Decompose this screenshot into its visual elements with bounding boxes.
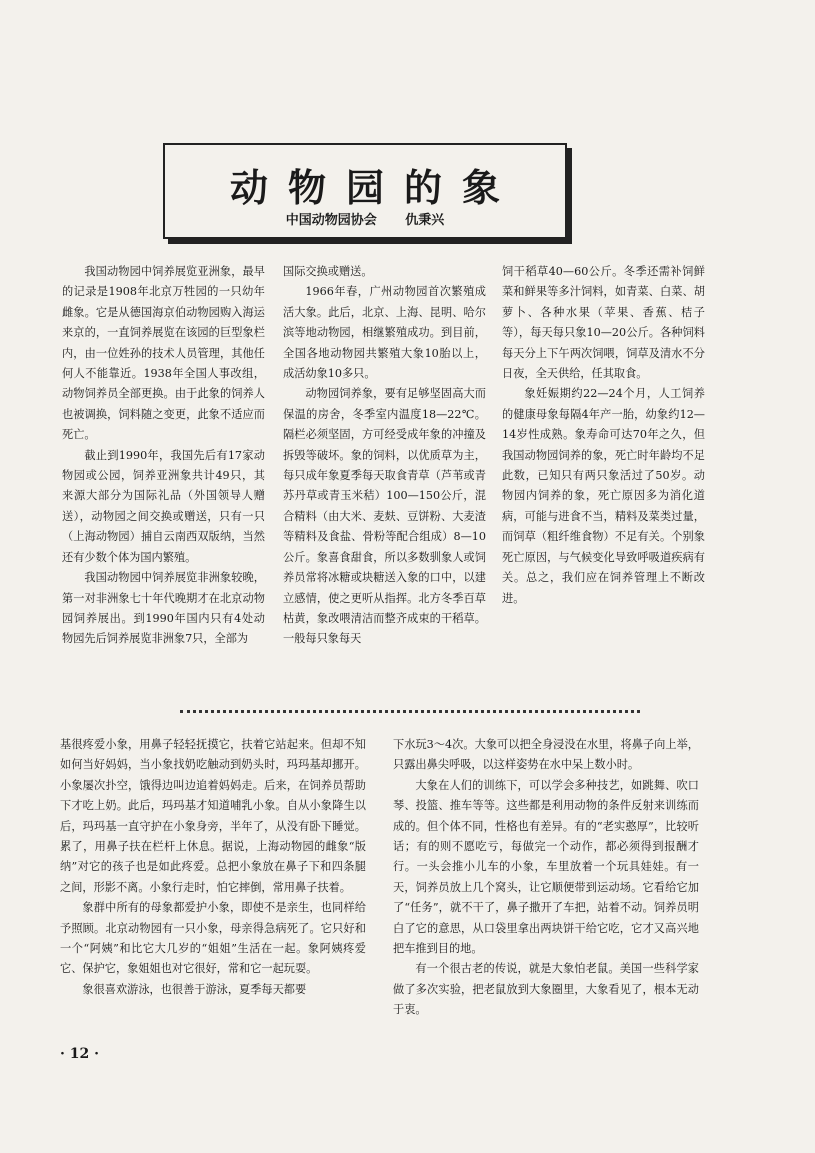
- paragraph: 大象在人们的训练下，可以学会多种技艺，如跳舞、吹口琴、投篮、推车等等。这些都是利用动物的条件反射来训练而成的。但个体不同，性格也有差异。有的“老实憨厚”，比较听话；有的则不愿吃亏，每做完一个动作，都必须得到报酬才行。一头会推小儿车的小象，车里放着一个玩具娃娃。有一天，饲养员放上几个窝头，让它顺便带到运动场。它看给它加了“任务”，就不干了，鼻子撒开了车把，站着不动。饲养员明白了它的意思，从口袋里拿出两块饼干给它吃，它才又高兴地把车推到目的地。: [393, 778, 699, 956]
- paragraph: 有一个很古老的传说，就是大象怕老鼠。美国一些科学家做了多次实验，把老鼠放到大象圈里，大象看见了，根本无动于衷。: [393, 962, 699, 1017]
- page-number: · 12 ·: [60, 1046, 99, 1062]
- paragraph: 动物园饲养象，要有足够坚固高大而保温的房舍，冬季室内温度18—22℃。隔栏必须坚固，方可经受成年象的冲撞及拆毁等破坏。象的饲料，以优质草为主，每只成年象夏季每天取食青草（芦苇或青苏丹草或青玉米秸）100—150公斤，混合精料（由大米、麦麸、豆饼粉、大麦渣等精料及食盐、骨粉等配合组成）8—10公斤。象喜食甜食，所以多数驯象人或饲养员常将冰糖或块糖送入象的口中，以建立感情，使之更听从指挥。北方冬季百草枯黄，象改喂清洁而整齐成束的干稻草。一般每只象每天: [283, 387, 486, 646]
- bottom-column-right: [393, 735, 699, 1021]
- section-divider: [180, 710, 640, 723]
- author-org: 中国动物园协会: [285, 213, 377, 228]
- paragraph: 象很喜欢游泳，也很善于游泳，夏季每天都要: [82, 982, 307, 996]
- paragraph: 1966年春，广州动物园首次繁殖成活大象。此后，北京、上海、昆明、哈尔滨等地动物园，相继繁殖成功。到目前，全国各地动物园共繁殖大象10胎以上，成活幼象10多只。: [283, 285, 486, 381]
- author-name: 仇秉兴: [405, 213, 445, 228]
- paragraph: 基很疼爱小象，用鼻子轻轻抚摸它，扶着它站起来。但却不知如何当好妈妈，当小象找奶吃触动到奶头时，玛玛基却挪开。小象屡次扑空，饿得边叫边追着妈妈走。后来，在饲养员帮助下才吃上奶。此后，玛玛基才知道哺乳小象。自从小象降生以后，玛玛基一直守护在小象身旁，半年了，从没有卧下睡觉。累了，用鼻子扶在栏杆上休息。据说，上海动物园的雌象“版纳”对它的孩子也是如此疼爱。总把小象放在鼻子下和四条腿之间，形影不离。小象行走时，怕它摔倒，常用鼻子扶着。: [60, 738, 366, 894]
- bottom-column-left: [60, 735, 366, 1000]
- paragraph: 我国动物园中饲养展览亚洲象，最早的记录是1908年北京万牲园的一只幼年雌象。它是从德国海京伯动物园购入海运来京的，一直饲养展览在该园的巨型象栏内，由一位姓孙的技术人员管理，其他任何人不能靠近。1938年全国人事改组，动物饲养员全部更换。由于此象的饲养人也被调换，饲料随之变更，此象不适应而死亡。: [62, 265, 265, 442]
- byline: [165, 209, 565, 228]
- article-title: 动物园的象: [229, 166, 520, 210]
- top-column-1: [62, 262, 265, 650]
- top-column-2: [283, 262, 486, 650]
- paragraph: 象群中所有的母象都爱护小象，即使不是亲生，也同样给予照顾。北京动物园有一只小象，母亲得急病死了。它只好和一个“阿姨”和比它大几岁的“姐姐”生活在一起。象阿姨疼爱它、保护它，象姐姐也对它很好，常和它一起玩耍。: [60, 901, 366, 976]
- paragraph: 饲干稻草40—60公斤。冬季还需补饲鲜菜和鲜果等多汁饲料，如青菜、白菜、胡萝卜、各种水果（苹果、香蕉、桔子等），每天每只象10—20公斤。各种饲料每天分上下午两次饲喂，饲草及清水不分日夜，全天供给，任其取食。: [502, 265, 705, 381]
- paragraph: 象妊娠期约22—24个月，人工饲养的健康母象每隔4年产一胎，幼象约12—14岁性成熟。象寿命可达70年之久，但我国动物园饲养的象，死亡时年龄均不足此数，已知只有两只象活过了50岁。动物园内饲养的象，死亡原因多为消化道病，可能与进食不当，精料及菜类过量，而饲草（粗纤维食物）不足有关。个别象死亡原因，与气候变化导致呼吸道疾病有关。总之，我们应在饲养管理上不断改进。: [502, 387, 705, 605]
- title-box: [163, 143, 567, 239]
- paragraph: 我国动物园中饲养展览非洲象较晚，第一对非洲象七十年代晚期才在北京动物园饲养展出。到1990年国内只有4处动物园先后饲养展览非洲象7只，全部为: [62, 571, 265, 646]
- top-column-3: [502, 262, 705, 609]
- paragraph: 下水玩3～4次。大象可以把全身浸没在水里，将鼻子向上举，只露出鼻尖呼吸，以这样姿势在水中呆上数小时。: [393, 738, 699, 772]
- paragraph: 国际交换或赠送。: [283, 265, 373, 278]
- paragraph: 截止到1990年，我国先后有17家动物园或公园，饲养亚洲象共计49只，其来源大部分为国际礼品（外国领导人赠送），动物园之间交换或赠送，只有一只（上海动物园）捕自云南西双版纳，当然还有少数个体为国内繁殖。: [62, 448, 265, 564]
